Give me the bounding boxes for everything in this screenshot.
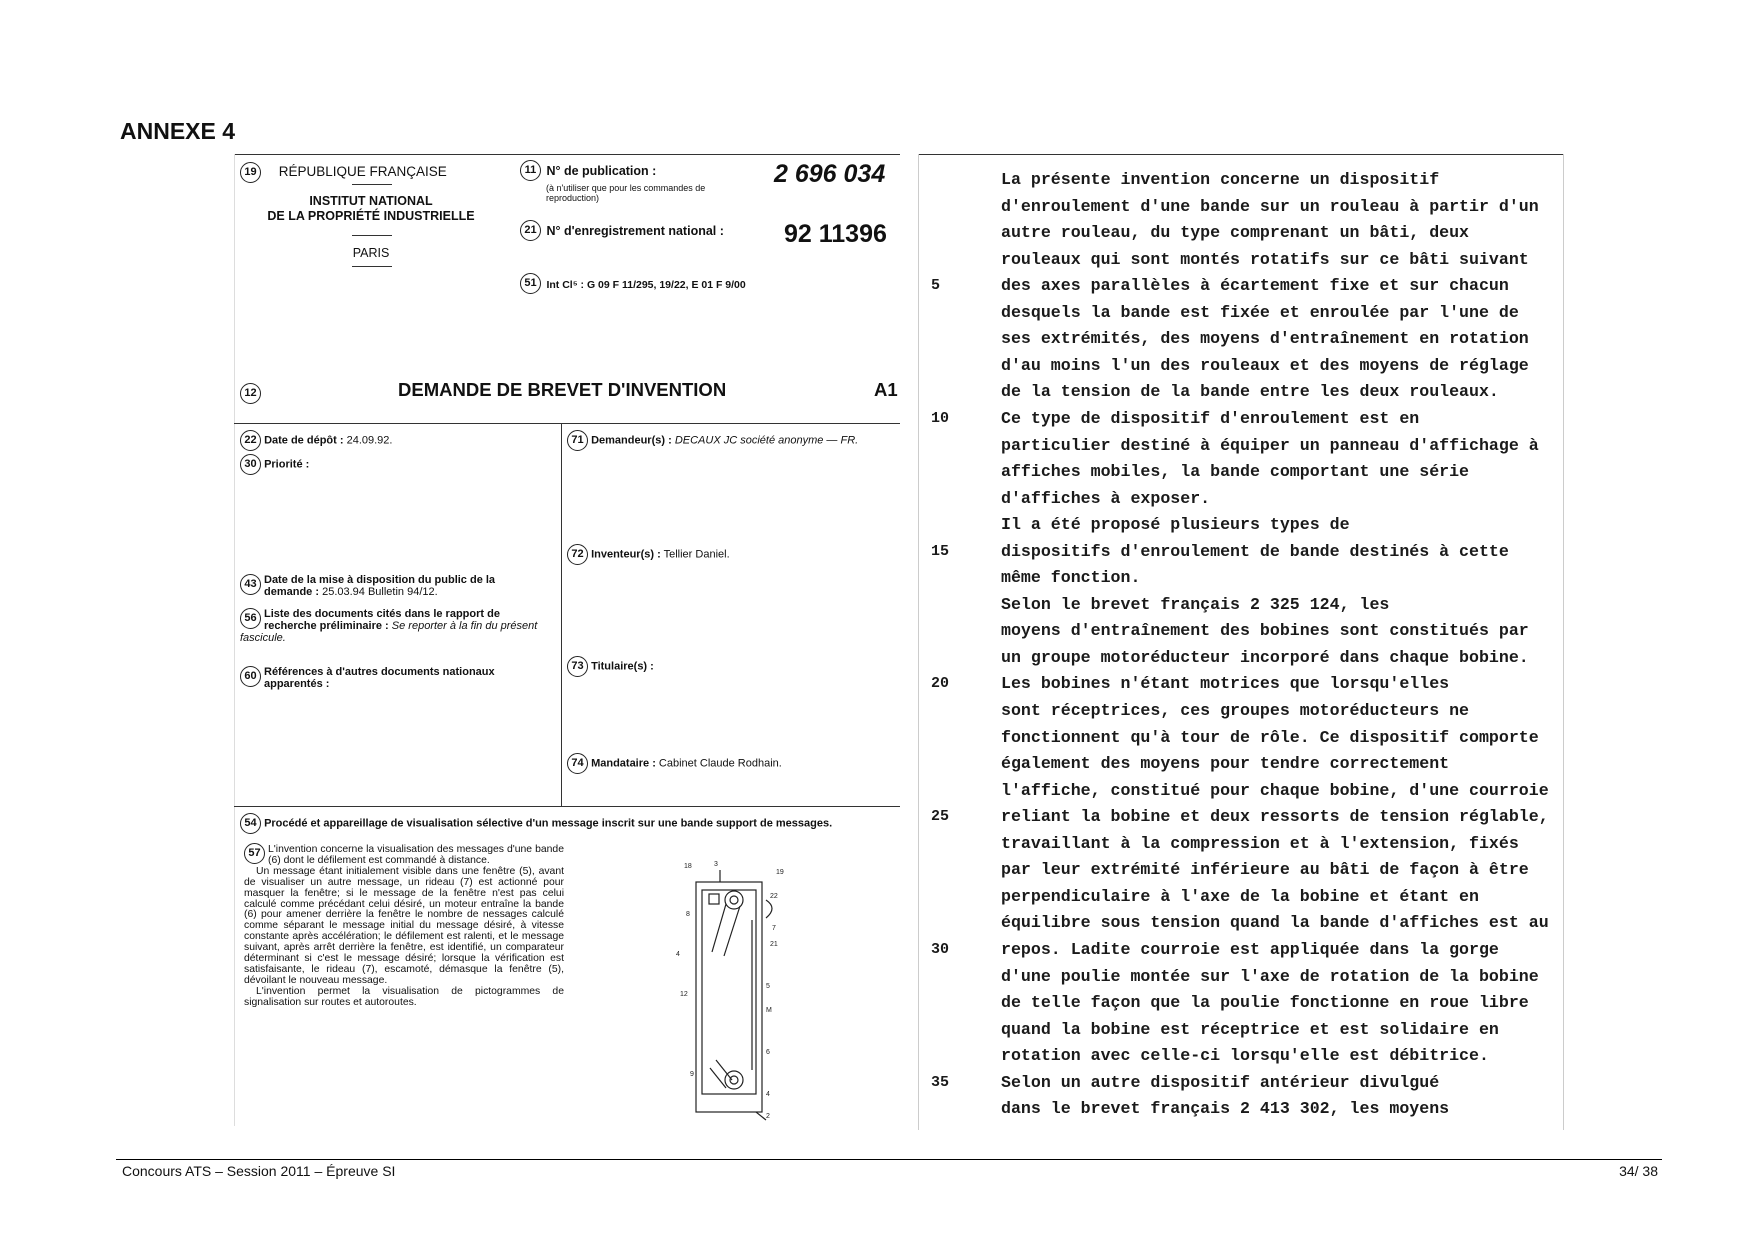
lead-line <box>756 1112 766 1120</box>
description-line: perpendiculaire à l'axe de la bobine et étant en <box>1001 886 1479 906</box>
agent-field: 74 Mandataire : Cabinet Claude Rodhain. <box>567 753 782 774</box>
code-51-icon: 51 <box>520 273 541 294</box>
description-line: des axes parallèles à écartement fixe et sur chacun <box>1001 276 1509 296</box>
description-line: de telle façon que la poulie fonctionne en roue libre <box>1001 993 1529 1013</box>
code-19-icon: 19 <box>240 162 261 183</box>
drawing-callout-label: 12 <box>680 991 688 998</box>
belt-lower-2 <box>710 1068 726 1088</box>
holder-field: 73 Titulaire(s) : <box>567 656 654 677</box>
arrow-curve <box>766 900 772 918</box>
description-page <box>918 154 1564 1130</box>
drawing-callout-label: 4 <box>676 951 680 958</box>
description-line: Selon un autre dispositif antérieur divulgué <box>1001 1072 1440 1092</box>
country-name: RÉPUBLIQUE FRANÇAISE <box>278 164 447 180</box>
footer-title: Concours ATS – Session 2011 – Épreuve SI <box>122 1163 396 1179</box>
code-73-icon: 73 <box>567 656 588 677</box>
code-22-icon: 22 <box>240 430 261 451</box>
drawing-callout-label: 2 <box>766 1113 770 1120</box>
related-references-field: 60 Références à d'autres documents nationaux apparentés : <box>240 666 540 690</box>
abstract-paragraph-2: Un message étant initialement visible dans une fenêtre (5), avant de visualiser un autre message, un rideau (7) est actionné pour masquer la fenêtre; si le message de la fenêtre n'est pas celui calculé comme précédant celui désiré, un moteur entraîne la bande (6) pour amener derrière la fenêtre le nombre de nessages calculé comme séparant le message initial du message désiré, à vitesse constante après accélération; le défilement est ralenti, et le message suivant, après arrêt derrière la fenêtre, est identifié, un comparateur déterminant si c'est le message désiré; lorsque la vérification est satisfaisante, le rideau (7), escamoté, démasque la fenêtre (5), dévoilant le nouveau message. <box>244 865 564 986</box>
description-line: Selon le brevet français 2 325 124, les <box>1001 594 1390 614</box>
drawing-callout-label: 7 <box>772 925 776 932</box>
city: PARIS <box>352 246 390 260</box>
description-line: rotation avec celle-ci lorsqu'elle est débitrice. <box>1001 1046 1489 1066</box>
code-74-icon: 74 <box>567 753 588 774</box>
mechanism-drawing <box>674 860 814 1129</box>
abstract-paragraph-3: L'invention permet la visualisation de pictogrammes de signalisation sur routes et autoroutes. <box>244 985 564 1008</box>
description-line: par leur extrémité inférieure au bâti de façon à être <box>1001 860 1529 880</box>
description-line: Il a été proposé plusieurs types de <box>1001 515 1350 535</box>
applicant-field: 71 Demandeur(s) : DECAUX JC société anonyme — FR. <box>567 430 858 451</box>
panel-left-rule <box>234 154 235 1126</box>
frame-inner <box>702 890 756 1094</box>
inventor-field: 72 Inventeur(s) : Tellier Daniel. <box>567 544 730 565</box>
code-57-icon: 57 <box>244 843 265 864</box>
upper-roller-hub <box>730 896 738 904</box>
drawing-callout-label: 5 <box>766 983 770 990</box>
description-line: repos. Ladite courroie est appliquée dans la gorge <box>1001 939 1499 959</box>
page-top-rule <box>919 154 1564 155</box>
invention-title-field: 54 Procédé et appareillage de visualisation sélective d'un message inscrit sur une bande support de messages. <box>240 813 900 834</box>
description-line: travaillant à la compression et à l'extension, fixés <box>1001 833 1519 853</box>
drawing-callout-label: 6 <box>766 1049 770 1056</box>
description-line: d'affiches à exposer. <box>1001 488 1211 508</box>
description-line: d'une poulie montée sur l'axe de rotation de la bobine <box>1001 966 1539 986</box>
footer-rule <box>116 1159 1662 1160</box>
code-12-wrap <box>240 383 261 404</box>
line-number: 10 <box>931 409 950 427</box>
description-line: Ce type de dispositif d'enroulement est en <box>1001 408 1420 428</box>
description-line: rouleaux qui sont montés rotatifs sur ce bâti suivant <box>1001 249 1529 269</box>
description-line: dispositifs d'enroulement de bande destinés à cette <box>1001 541 1509 561</box>
institute-name: INSTITUT NATIONAL DE LA PROPRIÉTÉ INDUSTRIELLE <box>267 194 475 223</box>
code-71-icon: 71 <box>567 430 588 451</box>
drawing-callout-label: 22 <box>770 893 778 900</box>
registration-number: 92 11396 <box>784 220 887 248</box>
description-line: d'au moins l'un des rouleaux et des moyens de réglage <box>1001 355 1529 375</box>
description-line: dans le brevet français 2 413 302, les moyens <box>1001 1099 1450 1119</box>
cited-documents-field: 56 Liste des documents cités dans le rapport de recherche préliminaire : Se reporter à la fin du présent fascicule. <box>240 608 538 644</box>
drawing-callout-label: 3 <box>714 861 718 868</box>
code-60-icon: 60 <box>240 666 261 687</box>
line-number: 35 <box>931 1073 950 1091</box>
line-number: 30 <box>931 940 950 958</box>
code-11-icon: 11 <box>520 160 541 181</box>
publication-note: (à n'utiliser que pour les commandes de reproduction) <box>546 183 706 203</box>
code-54-icon: 54 <box>240 813 261 834</box>
divider <box>352 266 392 267</box>
panel-top-rule <box>234 154 900 155</box>
drawing-svg <box>674 860 814 1124</box>
publication-label: N° de publication : <box>546 163 657 178</box>
description-line: desquels la bande est fixée et enroulée par l'une de <box>1001 302 1519 322</box>
description-line: particulier destiné à équiper un panneau d'affichage à <box>1001 435 1539 455</box>
description-line: moyens d'entraînement des bobines sont constitués par <box>1001 621 1529 641</box>
drawing-callout-label: 18 <box>684 863 692 870</box>
description-line: La présente invention concerne un dispositif <box>1001 170 1440 189</box>
divider <box>352 184 392 185</box>
abstract-paragraph-1: L'invention concerne la visualisation des messages d'une bande (6) dont le défilement est commandé à distance. <box>268 844 564 866</box>
page-number: 34/ 38 <box>1619 1163 1658 1179</box>
title-rule <box>234 423 900 424</box>
abstract <box>244 845 564 1009</box>
description-line: un groupe motoréducteur incorporé dans chaque bobine. <box>1001 647 1529 667</box>
document-kind: A1 <box>874 379 898 400</box>
description-line: sont réceptrices, ces groupes motoréducteurs ne <box>1001 701 1470 720</box>
belt-lower <box>716 1060 732 1080</box>
int-classification: Int Cl⁵ : G 09 F 11/295, 19/22, E 01 F 9/00 <box>546 278 746 291</box>
drawing-callout-label: M <box>766 1007 772 1014</box>
description-line: l'affiche, constitué pour chaque bobine, d'une courroie <box>1001 780 1549 800</box>
column-rule <box>561 423 562 806</box>
description-line: Les bobines n'étant motrices que lorsqu'elles <box>1001 674 1450 694</box>
drawing-callout-label: 4 <box>766 1091 770 1098</box>
belt-upper <box>712 904 726 952</box>
divider <box>352 235 392 236</box>
patent-front-page <box>234 154 900 1126</box>
line-number: 20 <box>931 675 950 693</box>
code-56-icon: 56 <box>240 608 261 629</box>
filing-field: 22 Date de dépôt : 24.09.92. <box>240 430 392 451</box>
publication-number: 2 696 034 <box>774 160 886 188</box>
description-line: également des moyens pour tendre correctement <box>1001 754 1450 774</box>
registration-block <box>520 220 724 241</box>
code-30-icon: 30 <box>240 454 261 475</box>
code-43-icon: 43 <box>240 574 261 595</box>
description-line: d'enroulement d'une bande sur un rouleau à partir d'un <box>1001 196 1539 216</box>
description-line: de la tension de la bande entre les deux rouleaux. <box>1001 382 1499 402</box>
drawing-callout-label: 8 <box>686 911 690 918</box>
publication-block <box>520 160 656 181</box>
description-line: fonctionnent qu'à tour de rôle. Ce dispositif comporte <box>1001 727 1539 747</box>
lower-roller-hub <box>730 1076 738 1084</box>
publication-date-field: 43 Date de la mise à disposition du public de la demande : 25.03.94 Bulletin 94/12. <box>240 574 540 598</box>
code-21-icon: 21 <box>520 220 541 241</box>
drawing-callout-label: 19 <box>776 869 784 876</box>
line-number: 5 <box>931 277 941 295</box>
description-line: équilibre sous tension quand la bande d'affiches est au <box>1001 913 1549 933</box>
description-line: quand la bobine est réceptrice et est solidaire en <box>1001 1019 1499 1039</box>
priority-field: 30 Priorité : <box>240 454 309 475</box>
belt-upper-2 <box>724 906 740 956</box>
page-right-rule <box>1563 154 1564 1130</box>
description-line: autre rouleau, du type comprenant un bâti, deux <box>1001 223 1470 243</box>
line-number: 25 <box>931 808 950 826</box>
code-12-icon: 12 <box>240 383 261 404</box>
motor-block <box>709 894 719 904</box>
description-line: affiches mobiles, la bande comportant une série <box>1001 462 1470 482</box>
fields-bottom-rule <box>234 806 900 807</box>
description-line: ses extrémités, des moyens d'entraînement en rotation <box>1001 329 1529 349</box>
annex-heading: ANNEXE 4 <box>120 118 236 144</box>
code-72-icon: 72 <box>567 544 588 565</box>
document-title: DEMANDE DE BREVET D'INVENTION <box>398 379 727 400</box>
description-line: même fonction. <box>1001 568 1141 588</box>
country-block <box>240 162 447 183</box>
description-line: reliant la bobine et deux ressorts de tension réglable, <box>1001 807 1549 827</box>
classification-block <box>520 273 746 294</box>
drawing-callout-label: 9 <box>690 1071 694 1078</box>
registration-label: N° d'enregistrement national : <box>546 223 724 238</box>
drawing-callout-label: 21 <box>770 941 778 948</box>
line-number: 15 <box>931 542 950 560</box>
